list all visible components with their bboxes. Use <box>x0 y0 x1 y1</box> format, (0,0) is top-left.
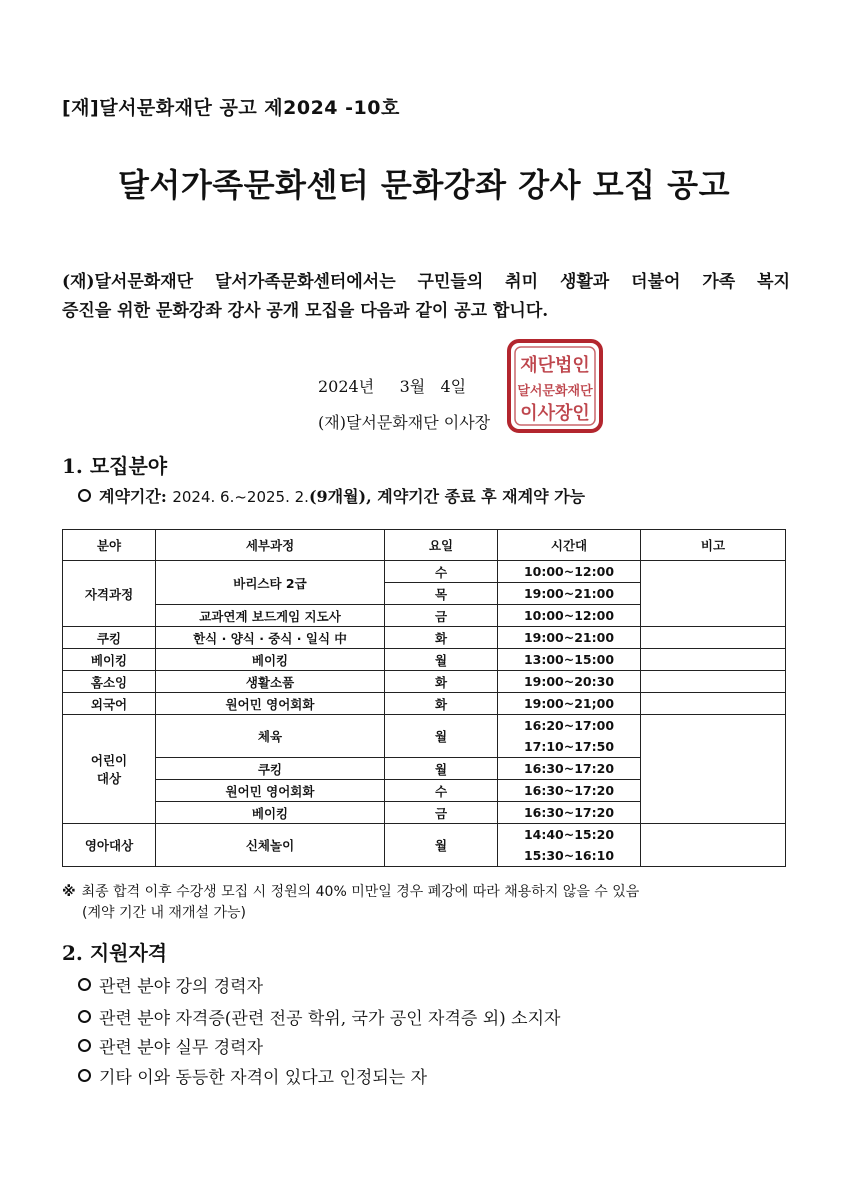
table-row <box>63 671 786 693</box>
cell-field: 홈소잉 <box>63 671 156 693</box>
issuer-name: (재)달서문화재단 이사장 <box>318 413 491 432</box>
cell-day: 화 <box>385 627 498 649</box>
section-2-heading: 2. 지원자격 <box>62 941 168 965</box>
header-day: 요일 <box>385 530 498 561</box>
cell-course: 바리스타 2급 <box>156 561 385 605</box>
cell-day: 화 <box>385 693 498 715</box>
cell-field <box>63 715 156 824</box>
cell-time: 16:30~17:20 <box>498 802 641 824</box>
announcement-number: [재]달서문화재단 공고 제2024 -10호 <box>62 97 400 119</box>
table-row <box>63 627 786 649</box>
cell-field: 외국어 <box>63 693 156 715</box>
cell-course: 원어민 영어회화 <box>156 693 385 715</box>
cell-time: 19:00~21:00 <box>498 627 641 649</box>
contract-period <box>78 484 585 507</box>
footnote-line-2: (계약 기간 내 재개설 가능) <box>82 905 246 921</box>
table-row <box>63 649 786 671</box>
cell-field: 자격과정 <box>63 561 156 627</box>
contract-dates: 2024. 6.~2025. 2. <box>172 488 309 506</box>
cell-remarks <box>641 561 786 627</box>
table-footnote <box>62 882 792 924</box>
cell-time: 14:40~15:20 <box>498 824 641 846</box>
seal-line-2: 달서문화재단 <box>517 384 593 399</box>
circle-bullet-icon <box>78 1039 91 1052</box>
cell-time: 19:00~21:00 <box>498 583 641 605</box>
cell-field: 영아대상 <box>63 824 156 867</box>
cell-course: 쿠킹 <box>156 758 385 780</box>
list-item <box>78 972 263 997</box>
footnote-line-1: 최종 합격 이후 수강생 모집 시 정원의 40% 미만일 경우 폐강에 따라 채용하지 않을 수 있음 <box>81 884 640 900</box>
cell-time: 16:30~17:20 <box>498 780 641 802</box>
cell-remarks <box>641 671 786 693</box>
qualification-text: 기타 이와 동등한 자격이 있다고 인정되는 자 <box>99 1068 428 1088</box>
cell-field: 쿠킹 <box>63 627 156 649</box>
cell-course: 베이킹 <box>156 649 385 671</box>
field-kids-line-2: 대상 <box>96 771 122 786</box>
cell-field: 베이킹 <box>63 649 156 671</box>
circle-bullet-icon <box>78 1010 91 1023</box>
table-row <box>63 693 786 715</box>
circle-bullet-icon <box>78 489 91 502</box>
intro-line-1: (재)달서문화재단 달서가족문화센터에서는 구민들의 취미 생활과 더불어 가족 복지 <box>62 272 790 292</box>
cell-remarks <box>641 649 786 671</box>
cell-time: 16:20~17:00 <box>498 715 641 737</box>
cell-remarks <box>641 715 786 824</box>
header-remarks: 비고 <box>641 530 786 561</box>
cell-time: 15:30~16:10 <box>498 845 641 867</box>
cell-remarks <box>641 627 786 649</box>
contract-rest: (9개월), 계약기간 종료 후 재계약 가능 <box>308 487 586 506</box>
cell-day: 목 <box>385 583 498 605</box>
seal-line-3: 이사장인 <box>520 403 590 424</box>
cell-time: 16:30~17:20 <box>498 758 641 780</box>
header-field: 분야 <box>63 530 156 561</box>
reference-mark-icon: ※ <box>62 884 76 900</box>
cell-day: 화 <box>385 671 498 693</box>
section-1-heading: 1. 모집분야 <box>62 454 168 478</box>
table-row <box>63 824 786 846</box>
cell-course: 생활소품 <box>156 671 385 693</box>
cell-day: 수 <box>385 780 498 802</box>
page-title: 달서가족문화센터 문화강좌 강사 모집 공고 <box>118 166 730 204</box>
table-row <box>63 715 786 737</box>
recruitment-table <box>62 529 786 867</box>
table-header-row <box>63 530 786 561</box>
header-course: 세부과정 <box>156 530 385 561</box>
issue-date: 2024년 3월 4일 <box>318 377 467 396</box>
list-item <box>78 1033 263 1058</box>
qualification-text: 관련 분야 실무 경력자 <box>99 1038 264 1058</box>
header-time: 시간대 <box>498 530 641 561</box>
cell-day: 월 <box>385 758 498 780</box>
cell-course: 체육 <box>156 715 385 758</box>
list-item <box>78 1004 560 1029</box>
cell-time: 13:00~15:00 <box>498 649 641 671</box>
cell-time: 19:00~21;00 <box>498 693 641 715</box>
seal-line-1: 재단법인 <box>520 355 590 376</box>
circle-bullet-icon <box>78 978 91 991</box>
table-row <box>63 561 786 583</box>
cell-time: 10:00~12:00 <box>498 605 641 627</box>
qualification-text: 관련 분야 자격증(관련 전공 학위, 국가 공인 자격증 외) 소지자 <box>99 1009 561 1029</box>
official-seal-icon <box>506 338 604 434</box>
intro-paragraph <box>62 268 790 326</box>
cell-remarks <box>641 824 786 867</box>
cell-time: 10:00~12:00 <box>498 561 641 583</box>
cell-day: 월 <box>385 715 498 758</box>
cell-day: 월 <box>385 649 498 671</box>
cell-course: 한식 · 양식 · 중식 · 일식 中 <box>156 627 385 649</box>
field-kids-line-1: 어린이 <box>90 753 128 768</box>
circle-bullet-icon <box>78 1069 91 1082</box>
intro-line-2: 증진을 위한 문화강좌 강사 공개 모집을 다음과 같이 공고 합니다. <box>62 301 549 321</box>
cell-course: 교과연계 보드게임 지도사 <box>156 605 385 627</box>
cell-course: 신체놀이 <box>156 824 385 867</box>
cell-time: 17:10~17:50 <box>498 736 641 758</box>
qualification-text: 관련 분야 강의 경력자 <box>99 977 264 997</box>
cell-day: 금 <box>385 802 498 824</box>
cell-day: 수 <box>385 561 498 583</box>
cell-day: 월 <box>385 824 498 867</box>
cell-time: 19:00~20:30 <box>498 671 641 693</box>
list-item <box>78 1063 427 1088</box>
contract-label: 계약기간: <box>99 487 173 506</box>
cell-remarks <box>641 693 786 715</box>
cell-course: 원어민 영어회화 <box>156 780 385 802</box>
cell-course: 베이킹 <box>156 802 385 824</box>
cell-day: 금 <box>385 605 498 627</box>
